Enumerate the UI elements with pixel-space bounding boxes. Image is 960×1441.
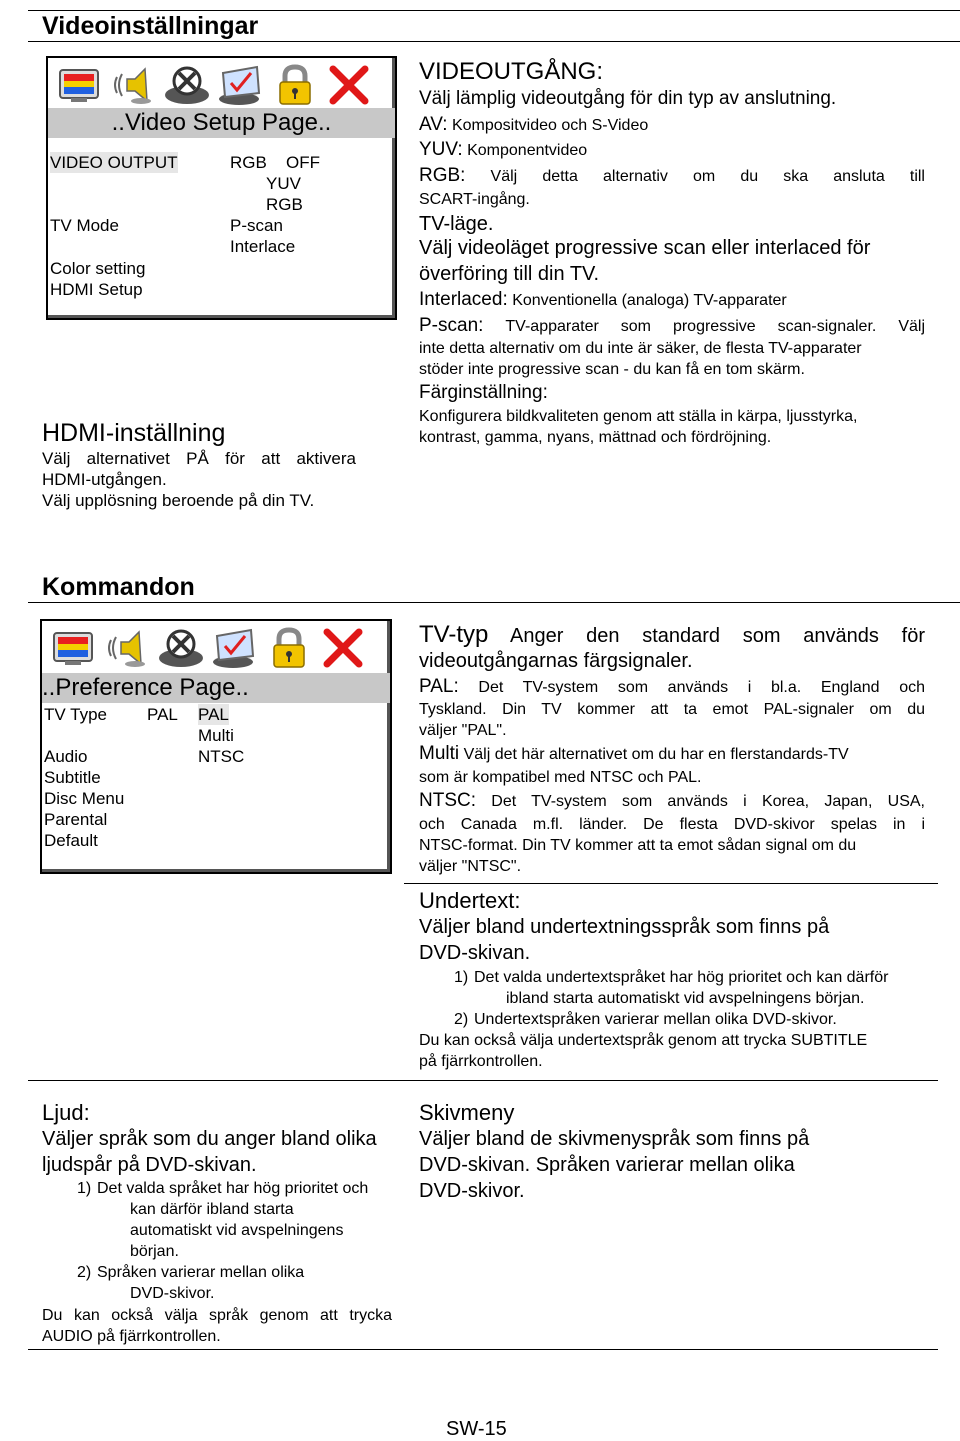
rgb-line-2: SCART-ingång. [419, 191, 530, 208]
subtitle-foot-2: på fjärrkontrollen. [419, 1053, 543, 1070]
pscan-line: P-scan: TV-apparater som progressive scan-signaler. Välj [419, 315, 925, 336]
audio-foot-2: AUDIO på fjärrkontrollen. [42, 1328, 221, 1345]
audio-item-2: 2) Språken varierar mellan olika [77, 1264, 305, 1281]
video-output-desc: Välj lämplig videoutgång för din typ av anslutning. [419, 88, 837, 109]
subtitle-desc-1: Väljer bland undertextningsspråk som finns på [419, 916, 830, 938]
padlock-icon[interactable] [262, 623, 316, 673]
tvtype-rule [404, 883, 938, 884]
rgb-line: RGB: Välj detta alternativ om du ska ansluta till [419, 165, 925, 186]
audio-item-1c: automatiskt vid avspelningens [130, 1222, 344, 1239]
red-cross-icon[interactable] [322, 60, 376, 110]
menu-title-bar: ..Video Setup Page.. [48, 108, 395, 138]
tv-picture-icon[interactable] [46, 623, 100, 673]
tvtype-line-2: videoutgångarnas färgsignaler. [419, 650, 693, 672]
pref-menu-icon-row [46, 623, 370, 673]
subtitle-title: Undertext: [419, 888, 521, 913]
audio-desc-2: ljudspår på DVD-skivan. [42, 1154, 257, 1176]
menu-item-tv-type[interactable]: TV Type [44, 705, 107, 724]
menu-item-hdmi-setup[interactable]: HDMI Setup [50, 280, 143, 299]
option-off[interactable]: OFF [286, 153, 320, 172]
pscan-line-2: inte detta alternativ om du inte är säker, de flesta TV-apparater [419, 340, 862, 357]
disc-menu-desc-2: DVD-skivan. Språken varierar mellan olika [419, 1154, 795, 1176]
audio-item-2b: DVD-skivor. [130, 1285, 215, 1302]
section-heading-commands: Kommandon [42, 573, 195, 601]
color-title: Färginställning: [419, 382, 548, 403]
audio-title: Ljud: [42, 1100, 90, 1125]
menu-item-video-output[interactable]: VIDEO OUTPUT [50, 153, 178, 172]
color-text-1: Konfigurera bildkvaliteten genom att ställa in kärpa, ljusstyrka, [419, 408, 858, 425]
option-ntsc[interactable]: NTSC [198, 747, 245, 766]
commands-heading-rule [28, 602, 960, 603]
multi-line-1: Multi Välj det här alternativet om du har en flerstandards-TV [419, 743, 849, 764]
tv-mode-desc-2: överföring till din TV. [419, 263, 600, 285]
speaker-icon[interactable] [106, 60, 160, 110]
red-cross-icon[interactable] [316, 623, 370, 673]
menu-item-subtitle[interactable]: Subtitle [44, 768, 101, 787]
option-pal[interactable]: PAL [198, 705, 229, 724]
menu-item-color-setting[interactable]: Color setting [50, 259, 146, 278]
menu-item-default[interactable]: Default [44, 831, 98, 850]
bottom-rule [28, 1349, 938, 1350]
option-interlace[interactable]: Interlace [230, 237, 296, 256]
disc-menu-title: Skivmeny [419, 1100, 515, 1125]
heading-rule [28, 41, 960, 42]
padlock-icon[interactable] [268, 60, 322, 110]
tv-mode-desc-1: Välj videoläget progressive scan eller interlaced för [419, 237, 871, 259]
ntsc-line-1: NTSC: Det TV-system som används i Korea, Japan, USA, [419, 790, 925, 811]
subtitle-item-2: 2) Undertextspråken varierar mellan olika DVD-skivor. [454, 1011, 837, 1028]
disc-menu-desc-3: DVD-skivor. [419, 1180, 525, 1202]
option-yuv[interactable]: YUV [266, 174, 301, 193]
disc-cancel-icon[interactable] [154, 623, 208, 673]
option-pscan[interactable]: P-scan [230, 216, 283, 235]
yuv-line: YUV: Komponentvideo [419, 139, 588, 160]
pscan-line-3: stöder inte progressive scan - du kan få en tom skärm. [419, 361, 805, 378]
tv-picture-icon[interactable] [52, 60, 106, 110]
audio-foot-1: Du kan också välja språk genom att trycka [42, 1307, 392, 1324]
hdmi-title: HDMI-inställning [42, 419, 226, 447]
tv-type-current: PAL [147, 705, 178, 724]
menu-item-parental[interactable]: Parental [44, 810, 108, 829]
color-text-2: kontrast, gamma, nyans, mättnad och fördröjning. [419, 429, 772, 446]
subtitle-item-1b: ibland starta automatiskt vid avspelningens början. [506, 990, 865, 1007]
menu-item-disc-menu[interactable]: Disc Menu [44, 789, 125, 808]
ntsc-line-3: NTSC-format. Din TV kommer att ta emot sådan signal om du [419, 837, 857, 854]
page-number: SW-15 [446, 1418, 507, 1440]
subtitle-foot-1: Du kan också välja undertextspråk genom att trycka SUBTITLE [419, 1032, 868, 1049]
subtitle-item-1: 1) Det valda undertextspråket har hög prioritet och kan därför [454, 969, 889, 986]
hdmi-text-2: HDMI-utgången. [42, 470, 167, 489]
pref-menu-title-bar: ..Preference Page.. [42, 673, 390, 703]
option-rgb-2[interactable]: RGB [266, 195, 303, 214]
option-multi[interactable]: Multi [198, 726, 234, 745]
video-output-title: VIDEOUTGÅNG: [419, 58, 604, 85]
audio-item-1d: början. [130, 1243, 179, 1260]
ntsc-line-2: och Canada m.fl. länder. De flesta DVD-skivor spelas in i [419, 816, 925, 833]
section-heading-video: Videoinställningar [42, 12, 259, 40]
menu-icon-row [52, 60, 376, 110]
video-setup-menu [46, 56, 397, 320]
middle-rule [28, 1080, 938, 1081]
menu-item-audio[interactable]: Audio [44, 747, 88, 766]
hdmi-text-3: Välj upplösning beroende på din TV. [42, 491, 315, 510]
disc-menu-desc-1: Väljer bland de skivmenyspråk som finns på [419, 1128, 810, 1150]
interlaced-line: Interlaced: Konventionella (analoga) TV-apparater [419, 289, 787, 310]
hdmi-text-1: Välj alternativet PÅ för att aktivera [42, 449, 356, 468]
audio-item-1b: kan därför ibland starta [130, 1201, 294, 1218]
av-line: AV: Kompositvideo och S-Video [419, 114, 649, 135]
subtitle-desc-2: DVD-skivan. [419, 942, 531, 964]
ntsc-line-4: väljer "NTSC". [419, 858, 522, 875]
audio-desc-1: Väljer språk som du anger bland olika [42, 1128, 377, 1150]
multi-line-2: som är kompatibel med NTSC och PAL. [419, 769, 702, 786]
preference-menu [40, 619, 392, 874]
pal-line-3: väljer "PAL". [419, 722, 507, 739]
pal-line-2: Tyskland. Din TV kommer att ta emot PAL-signaler om du [419, 701, 925, 718]
audio-item-1: 1) Det valda språket har hög prioritet och [77, 1180, 369, 1197]
tvtype-line-1: TV-typ Anger den standard som används för [419, 621, 926, 648]
pal-line-1: PAL: Det TV-system som används i bl.a. England och [419, 676, 925, 697]
menu-item-tv-mode[interactable]: TV Mode [50, 216, 119, 235]
monitor-check-icon[interactable] [214, 60, 268, 110]
disc-cancel-icon[interactable] [160, 60, 214, 110]
speaker-icon[interactable] [100, 623, 154, 673]
monitor-check-icon[interactable] [208, 623, 262, 673]
top-rule [28, 10, 960, 11]
option-rgb[interactable]: RGB [230, 153, 267, 172]
tv-mode-title: TV-läge. [419, 213, 494, 235]
